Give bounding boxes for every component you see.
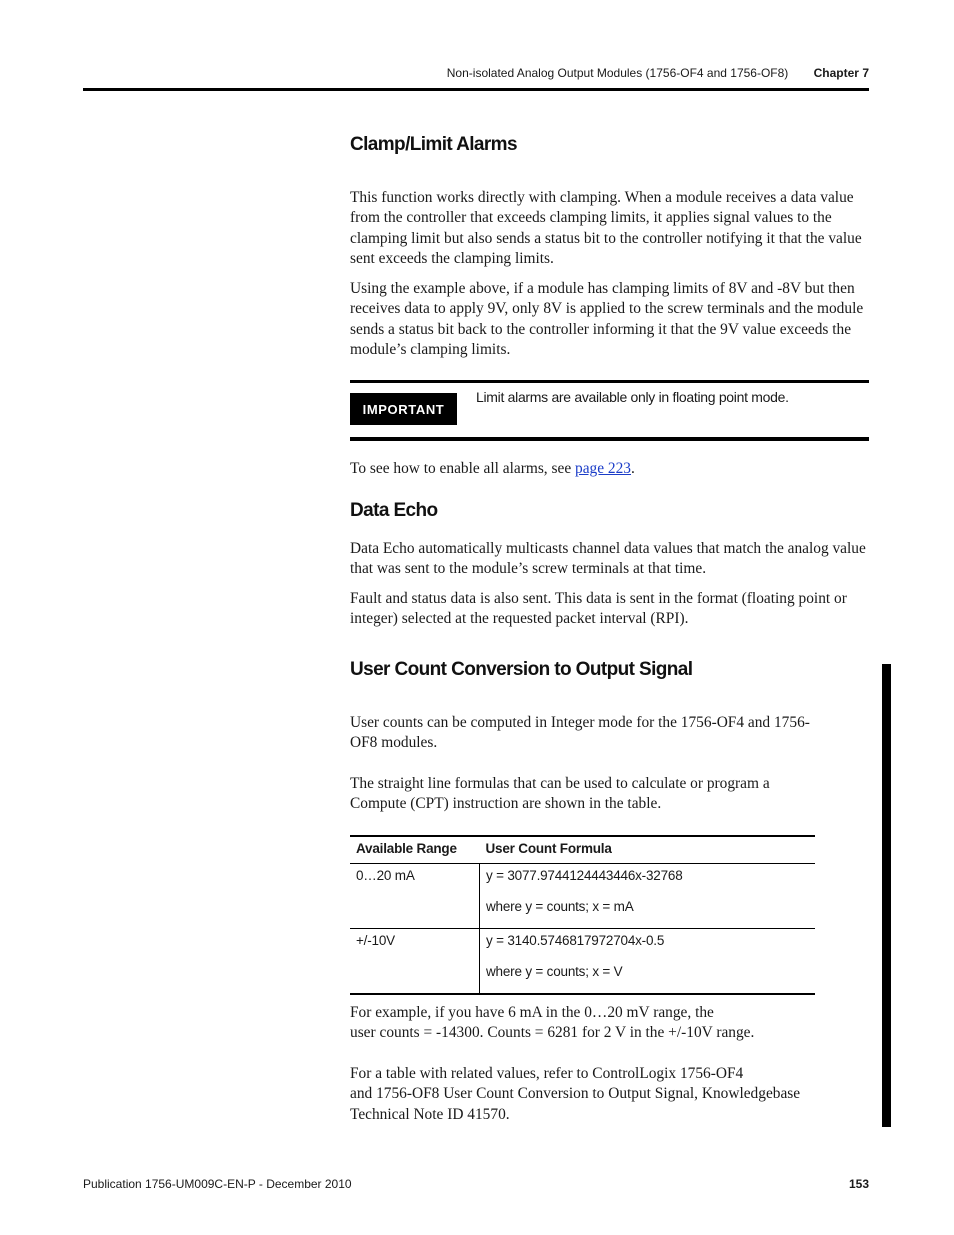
page-number: 153 (848, 1177, 869, 1191)
related-values-paragraph (350, 1064, 870, 1125)
table-row (350, 864, 815, 929)
important-callout (350, 380, 869, 442)
formula-text: y = 3140.5746817972704x-0.5 (486, 933, 665, 948)
header-rule (83, 88, 869, 91)
column-header-user-count-formula: User Count Formula (480, 836, 816, 864)
alarms-reference-prefix: To see how to enable all alarms, see (350, 460, 575, 477)
heading-user-count-conversion: User Count Conversion to Output Signal (350, 659, 693, 680)
conversion-paragraph-1: User counts can be computed in Integer mode for the 1756-OF4 and 1756-OF8 modules. (350, 714, 810, 752)
heading-data-echo: Data Echo (350, 500, 438, 521)
formula-note: where y = counts; x = mA (486, 899, 634, 914)
range-cell: 0…20 mA (350, 864, 480, 929)
related-line-2: and 1756-OF8 User Count Conversion to Output Signal, Knowledgebase (350, 1085, 801, 1103)
running-header-title: Non-isolated Analog Output Modules (1756-OF4 and 1756-OF8) (446, 66, 789, 80)
formula-text: y = 3077.9744124443446x-32768 (486, 868, 683, 883)
user-count-formula-table (350, 835, 815, 995)
chapter-label: Chapter 7 (813, 66, 869, 80)
column-header-available-range: Available Range (350, 836, 480, 864)
callout-top-rule (350, 380, 869, 383)
important-badge: IMPORTANT (350, 393, 457, 425)
formula-cell (480, 929, 816, 995)
range-cell: +/-10V (350, 929, 480, 995)
table-row (350, 929, 815, 995)
clamp-paragraph-1: This function works directly with clamping. When a module receives a data value from the controller that exceeds clamping limits, it applies signal values to the clamping limit but also sends a status bit to the controller notifying it that the value sent exceeds the clamping limits. (350, 189, 862, 267)
important-text: Limit alarms are available only in floating point mode. (476, 389, 789, 405)
heading-clamp-limit-alarms: Clamp/Limit Alarms (350, 134, 517, 155)
page-223-link[interactable]: page 223 (575, 460, 631, 477)
formula-note: where y = counts; x = V (486, 964, 623, 979)
clamp-paragraph-2: Using the example above, if a module has clamping limits of 8V and -8V but then receives data to apply 9V, only 8V is applied to the screw terminals and the module sends a status bit back to the controller informing it that the 9V value exceeds the module’s clamping limits. (350, 280, 864, 358)
example-paragraph (350, 1003, 870, 1044)
alarms-reference (350, 459, 870, 479)
chapter-thumb-tab (882, 664, 891, 1127)
callout-bottom-rule (350, 437, 869, 441)
formula-cell (480, 864, 816, 929)
echo-paragraph-2: Fault and status data is also sent. This data is sent in the format (floating point or integer) selected at the requested packet interval (RPI). (350, 590, 847, 628)
alarms-reference-suffix: . (631, 460, 635, 477)
echo-paragraph-1: Data Echo automatically multicasts channel data values that match the analog value that was sent to the module’s screw terminals at that time. (350, 540, 866, 578)
example-line-1: For example, if you have 6 mA in the 0…20 mV range, the (350, 1004, 714, 1021)
related-line-3: Technical Note ID 41570. (350, 1105, 510, 1123)
publication-footer: Publication 1756-UM009C-EN-P - December 2010 (83, 1177, 352, 1191)
conversion-paragraph-2: The straight line formulas that can be used to calculate or program a Compute (CPT) instruction are shown in the table. (350, 775, 770, 813)
example-line-2: user counts = -14300. Counts = 6281 for 2 V in the +/-10V range. (350, 1024, 755, 1042)
table-header-row (350, 836, 815, 864)
related-line-1: For a table with related values, refer to ControlLogix 1756-OF4 (350, 1065, 744, 1082)
running-header (447, 66, 869, 80)
